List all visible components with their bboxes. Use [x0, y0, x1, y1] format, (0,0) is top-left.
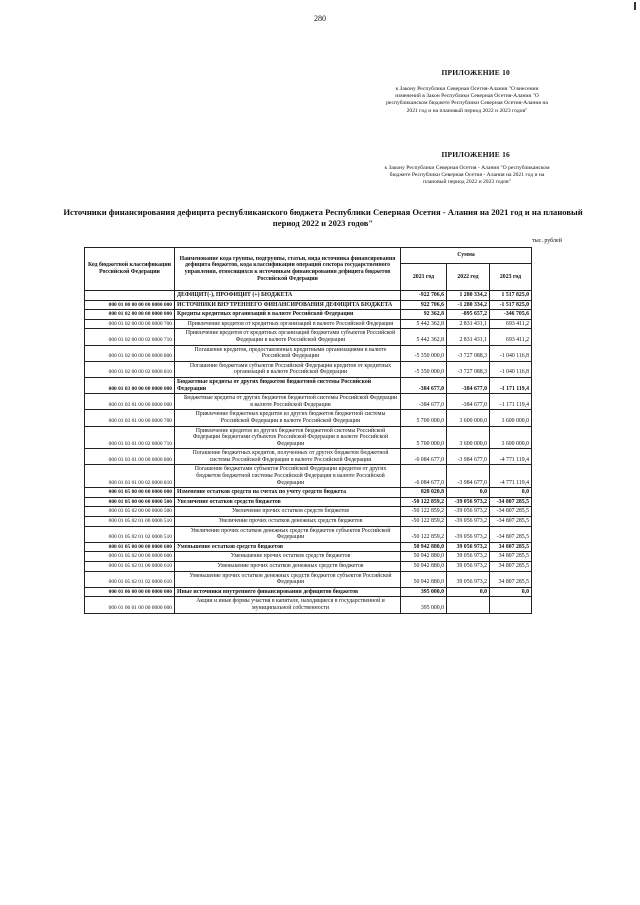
value-2023-cell: -346 705,6 — [490, 310, 532, 320]
value-2023-cell: -1 040 116,8 — [490, 345, 532, 361]
code-cell: 000 01 05 02 00 00 0000 500 — [85, 507, 175, 517]
value-2021-cell: -50 122 859,2 — [401, 497, 447, 507]
value-2021-cell: -50 122 859,2 — [401, 517, 447, 527]
name-cell: Привлечение кредитов от кредитных организаций бюджетами субъектов Российской Федерации в валюте Российской Федерации — [175, 329, 401, 345]
code-cell: 000 01 05 00 00 00 0000 000 — [85, 488, 175, 498]
name-cell: Погашение бюджетных кредитов, полученных от других бюджетов бюджетной системы Российской Федерации в валюте Российской Федерации — [175, 449, 401, 465]
value-2021-cell: -5 350 000,0 — [401, 345, 447, 361]
name-cell: Бюджетные кредиты от других бюджетов бюджетной системы Российской Федерации — [175, 377, 401, 393]
code-cell: 000 01 00 00 00 00 0000 000 — [85, 300, 175, 310]
table-row — [85, 329, 532, 345]
name-cell: Увеличение прочих остатков денежных средств бюджетов — [175, 517, 401, 527]
table-body — [85, 291, 532, 614]
page-number: 280 — [314, 14, 326, 23]
value-2021-cell: -922 706,6 — [401, 291, 447, 301]
value-2022-cell — [447, 597, 490, 613]
name-cell: Кредиты кредитных организаций в валюте Российской Федерации — [175, 310, 401, 320]
table-row — [85, 291, 532, 301]
value-2021-cell: 820 020,8 — [401, 488, 447, 498]
code-cell: 000 01 02 00 00 00 0000 000 — [85, 310, 175, 320]
value-2021-cell: -6 084 677,0 — [401, 449, 447, 465]
value-2022-cell: -39 056 973,2 — [447, 507, 490, 517]
value-2022-cell: -39 056 973,2 — [447, 517, 490, 527]
scan-corner-mark — [634, 2, 636, 10]
code-cell: 000 01 02 00 00 00 0000 700 — [85, 319, 175, 329]
table-row — [85, 377, 532, 393]
value-2022-cell: 3 600 000,0 — [447, 426, 490, 449]
table-row — [85, 449, 532, 465]
value-2023-cell: 693 411,2 — [490, 319, 532, 329]
unit-label: тыс. рублей — [532, 238, 562, 244]
code-cell: 000 01 03 01 00 02 0000 810 — [85, 465, 175, 488]
code-cell: 000 01 05 00 00 00 0000 500 — [85, 497, 175, 507]
value-2021-cell: 50 942 880,0 — [401, 571, 447, 587]
code-cell — [85, 291, 175, 301]
value-2022-cell: 2 831 431,1 — [447, 329, 490, 345]
code-cell: 000 01 03 01 00 00 0000 000 — [85, 394, 175, 410]
name-cell: Уменьшение прочих остатков денежных средств бюджетов субъектов Российской Федерации — [175, 571, 401, 587]
name-cell: Погашение бюджетами субъектов Российской Федерации кредитов от кредитных организаций в валюте Российской Федерации — [175, 361, 401, 377]
name-cell: Увеличение прочих остатков средств бюджетов — [175, 507, 401, 517]
name-cell: Иные источники внутреннего финансирования дефицитов бюджетов — [175, 587, 401, 597]
table-row — [85, 410, 532, 426]
appendix-16-title: ПРИЛОЖЕНИЕ 16 — [441, 150, 510, 159]
name-cell: Привлечение бюджетных кредитов из других бюджетов бюджетной системы Российской Федерации в валюте Российской Федерации — [175, 410, 401, 426]
value-2021-cell: 50 942 880,0 — [401, 542, 447, 552]
name-cell: ИСТОЧНИКИ ВНУТРЕННЕГО ФИНАНСИРОВАНИЯ ДЕФИЦИТА БЮДЖЕТА — [175, 300, 401, 310]
appendix-10-title: ПРИЛОЖЕНИЕ 10 — [441, 68, 510, 77]
table-row — [85, 497, 532, 507]
value-2023-cell: 0,0 — [490, 488, 532, 498]
table-row — [85, 587, 532, 597]
header-name: Наименование кода группы, подгруппы, статьи, вида источника финансирования дефицита бюджетов, кода классификации операций сектора государственного управления, относящихся к источникам финансирования дефицита бюджетов Российской Федерации — [175, 248, 401, 291]
value-2021-cell: -5 350 000,0 — [401, 361, 447, 377]
value-2022-cell: 1 280 334,2 — [447, 291, 490, 301]
code-cell: 000 01 03 01 00 02 0000 710 — [85, 426, 175, 449]
value-2021-cell: 50 942 880,0 — [401, 562, 447, 572]
name-cell: Увеличение прочих остатков денежных средств бюджетов субъектов Российской Федерации — [175, 526, 401, 542]
header-2021: 2021 год — [401, 264, 447, 291]
value-2021-cell: 92 362,8 — [401, 310, 447, 320]
value-2022-cell: 39 056 973,2 — [447, 542, 490, 552]
value-2023-cell: -34 807 285,5 — [490, 517, 532, 527]
name-cell: Акции и иные формы участия в капитале, находящиеся в государственной и муниципальной собственности — [175, 597, 401, 613]
value-2021-cell: 5 700 000,0 — [401, 426, 447, 449]
name-cell: Погашение кредитов, предоставленных кредитными организациями в валюте Российской Федерации — [175, 345, 401, 361]
value-2023-cell — [490, 597, 532, 613]
value-2022-cell: -1 280 334,2 — [447, 300, 490, 310]
financing-sources-table — [84, 247, 532, 614]
value-2021-cell: 395 000,0 — [401, 587, 447, 597]
value-2022-cell: -3 727 088,3 — [447, 361, 490, 377]
name-cell: Изменение остатков средств на счетах по учету средств бюджета — [175, 488, 401, 498]
header-2023: 2023 год — [490, 264, 532, 291]
table-row — [85, 394, 532, 410]
value-2023-cell: -1 171 119,4 — [490, 394, 532, 410]
table-row — [85, 597, 532, 613]
table-row — [85, 345, 532, 361]
value-2023-cell: -34 807 285,5 — [490, 526, 532, 542]
name-cell: Уменьшение остатков средств бюджетов — [175, 542, 401, 552]
code-cell: 000 01 05 00 00 00 0000 600 — [85, 542, 175, 552]
value-2023-cell: 0,0 — [490, 587, 532, 597]
value-2023-cell: -34 807 285,5 — [490, 497, 532, 507]
value-2021-cell: -50 122 859,2 — [401, 507, 447, 517]
value-2022-cell: 39 056 973,2 — [447, 571, 490, 587]
table-row — [85, 361, 532, 377]
value-2022-cell: -39 056 973,2 — [447, 497, 490, 507]
value-2021-cell: -384 677,0 — [401, 377, 447, 393]
table-row — [85, 465, 532, 488]
value-2022-cell: -3 984 677,0 — [447, 465, 490, 488]
value-2021-cell: 5 700 000,0 — [401, 410, 447, 426]
value-2022-cell: -895 657,2 — [447, 310, 490, 320]
code-cell: 000 01 03 00 00 00 0000 000 — [85, 377, 175, 393]
code-cell: 000 01 05 02 01 02 0000 610 — [85, 571, 175, 587]
value-2022-cell: 2 831 431,1 — [447, 319, 490, 329]
table-row — [85, 319, 532, 329]
value-2022-cell: 39 056 973,2 — [447, 562, 490, 572]
value-2021-cell: 5 442 362,8 — [401, 329, 447, 345]
code-cell: 000 01 02 00 00 02 0000 810 — [85, 361, 175, 377]
table-row — [85, 571, 532, 587]
value-2021-cell: -50 122 859,2 — [401, 526, 447, 542]
table-row — [85, 542, 532, 552]
value-2023-cell: 1 517 825,0 — [490, 291, 532, 301]
table-header-row — [85, 248, 532, 264]
value-2021-cell: 395 000,0 — [401, 597, 447, 613]
code-cell: 000 01 05 02 01 02 0000 510 — [85, 526, 175, 542]
name-cell: Бюджетные кредиты от других бюджетов бюджетной системы Российской Федерации в валюте Российской Федерации — [175, 394, 401, 410]
value-2022-cell: -3 984 677,0 — [447, 449, 490, 465]
table-row — [85, 552, 532, 562]
code-cell: 000 01 03 01 00 00 0000 700 — [85, 410, 175, 426]
value-2022-cell: 3 600 000,0 — [447, 410, 490, 426]
table-row — [85, 300, 532, 310]
value-2023-cell: -4 771 119,4 — [490, 449, 532, 465]
table-row — [85, 488, 532, 498]
value-2022-cell: 39 056 973,2 — [447, 552, 490, 562]
code-cell: 000 01 05 02 01 00 0000 510 — [85, 517, 175, 527]
name-cell: Уменьшение прочих остатков денежных средств бюджетов — [175, 562, 401, 572]
table-row — [85, 562, 532, 572]
value-2021-cell: 50 942 880,0 — [401, 552, 447, 562]
value-2023-cell: 34 807 285,5 — [490, 552, 532, 562]
code-cell: 000 01 03 01 00 00 0000 800 — [85, 449, 175, 465]
value-2023-cell: -34 807 285,5 — [490, 507, 532, 517]
header-2022: 2022 год — [447, 264, 490, 291]
value-2023-cell: -1 171 119,4 — [490, 377, 532, 393]
code-cell: 000 01 05 02 00 00 0000 600 — [85, 552, 175, 562]
value-2023-cell: -1 040 116,8 — [490, 361, 532, 377]
value-2022-cell: 0,0 — [447, 488, 490, 498]
code-cell: 000 01 02 00 00 00 0000 800 — [85, 345, 175, 361]
value-2023-cell: -1 517 825,0 — [490, 300, 532, 310]
name-cell: ДЕФИЦИТ(-), ПРОФИЦИТ (+) БЮДЖЕТА — [175, 291, 401, 301]
value-2021-cell: -6 084 677,0 — [401, 465, 447, 488]
name-cell: Увеличение остатков средств бюджетов — [175, 497, 401, 507]
header-code: Код бюджетной классификации Российской Федерации — [85, 248, 175, 291]
code-cell: 000 01 05 02 01 00 0000 610 — [85, 562, 175, 572]
value-2022-cell: 0,0 — [447, 587, 490, 597]
value-2023-cell: 34 807 285,5 — [490, 542, 532, 552]
document-title: Источники финансирования дефицита республиканского бюджета Республики Северная Осетия - Алания на 2021 год и на плановый период 2022 и 2023 годов" — [63, 207, 583, 228]
value-2022-cell: -384 677,0 — [447, 394, 490, 410]
header-sum: Сумма — [401, 248, 532, 264]
table-row — [85, 507, 532, 517]
appendix-10-text: к Закону Республики Северная Осетия-Алания "О внесении изменений в Закон Республики Северная Осетия-Алания "О республиканском бюджете Республики Северная Осетия-Алания на 2021 год и на плановый период 2022 и 2023 годов" — [386, 86, 548, 114]
value-2021-cell: -384 677,0 — [401, 394, 447, 410]
value-2022-cell: -3 727 088,3 — [447, 345, 490, 361]
name-cell: Привлечение кредитов из других бюджетов бюджетной системы Российской Федерации бюджетами субъектов Российской Федерации в валюте Российской Федерации — [175, 426, 401, 449]
value-2023-cell: -4 771 119,4 — [490, 465, 532, 488]
value-2023-cell: 34 807 285,5 — [490, 571, 532, 587]
value-2022-cell: -384 677,0 — [447, 377, 490, 393]
value-2023-cell: 3 600 000,0 — [490, 426, 532, 449]
table-row — [85, 517, 532, 527]
value-2022-cell: -39 056 973,2 — [447, 526, 490, 542]
value-2023-cell: 34 807 285,5 — [490, 562, 532, 572]
table-row — [85, 526, 532, 542]
name-cell: Привлечение кредитов от кредитных организаций в валюте Российской Федерации — [175, 319, 401, 329]
code-cell: 000 01 06 00 00 00 0000 000 — [85, 587, 175, 597]
code-cell: 000 01 02 00 00 02 0000 710 — [85, 329, 175, 345]
table-row — [85, 426, 532, 449]
name-cell: Погашение бюджетами субъектов Российской Федерации кредитов от других бюджетов бюджетной системы Российской Федерации в валюте Российской Федерации — [175, 465, 401, 488]
table-row — [85, 310, 532, 320]
value-2023-cell: 693 411,2 — [490, 329, 532, 345]
value-2021-cell: 5 442 362,8 — [401, 319, 447, 329]
code-cell: 000 01 06 01 00 00 0000 000 — [85, 597, 175, 613]
name-cell: Уменьшение прочих остатков средств бюджетов — [175, 552, 401, 562]
appendix-16-text: к Закону Республики Северная Осетия - Алания "О республиканском бюджете Республики Северная Осетия - Алания на 2021 год и на плановый период 2022 и 2023 годов" — [384, 165, 550, 186]
value-2021-cell: 922 706,6 — [401, 300, 447, 310]
value-2023-cell: 3 600 000,0 — [490, 410, 532, 426]
